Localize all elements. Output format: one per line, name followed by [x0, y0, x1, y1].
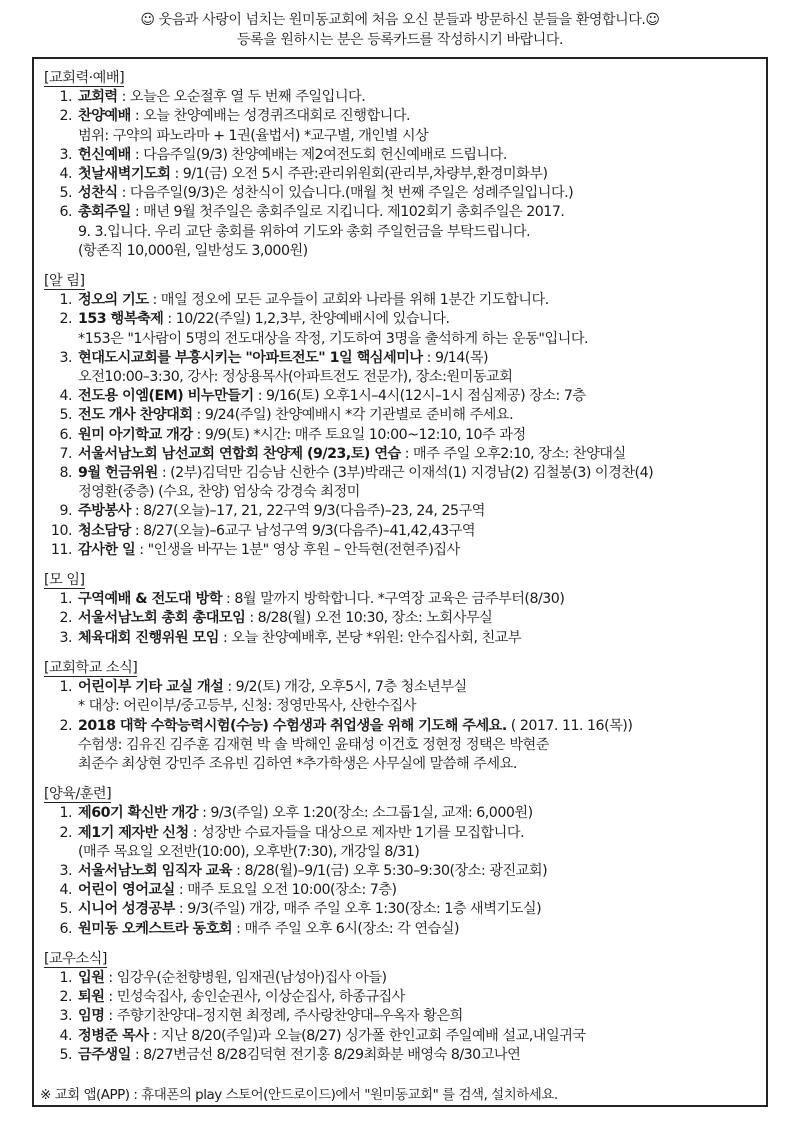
item-number: 6.	[59, 426, 72, 443]
app-notice: ※ 교회 앱(APP) : 휴대폰의 play 스토어(안드로이드)에서 "원미동교회" 를 검색, 설치하세요.	[40, 1087, 558, 1103]
item-text: : 임강우(순천향병원, 임재권(남성아)집사 아들)	[104, 969, 387, 986]
item-text: 오전10:00–3:30, 강사: 정상용목사(아파트전도 전문가), 장소:원미동교회	[78, 369, 513, 386]
item-number: 4.	[59, 1027, 72, 1044]
item-body	[78, 824, 758, 843]
item-title: 서울서남노회 총회 총대모임	[78, 610, 246, 627]
item-title: 주방봉사	[78, 503, 131, 520]
item-number: 5.	[59, 407, 72, 424]
welcome-header	[40, 10, 760, 50]
list-item	[42, 349, 758, 368]
item-title: 체육대회 진행위원 모임	[78, 629, 219, 646]
item-body	[78, 165, 758, 184]
item-text: : 매주 토요일 오전 10:00(장소: 7층)	[174, 882, 397, 899]
item-number: 11.	[50, 541, 72, 558]
item-body	[78, 590, 758, 609]
list-item	[42, 736, 758, 755]
list-item	[42, 862, 758, 881]
list-item	[42, 678, 758, 697]
item-text: 정영환(중층) (수요, 찬양) 엄상숙 강경숙 최정미	[78, 484, 360, 501]
item-text: : 다음주일(9/3) 찬양예배는 제2여전도회 헌신예배로 드립니다.	[130, 146, 507, 163]
item-text: : 9/2(토) 개강, 오후5시, 7층 청소년부실	[223, 679, 467, 696]
section-title-text: [알 림]	[44, 273, 85, 290]
item-text: : 9/16(토) 오후1시–4시(12시–1시 점심제공) 장소: 7층	[253, 388, 586, 405]
list-item	[42, 1027, 758, 1046]
item-title: 원미동 오케스트라 동호회	[78, 920, 233, 937]
item-number	[42, 330, 78, 349]
item-text: 최준수 최상현 강민주 조유빈 김하연 *추가학생은 사무실에 말씀해 주세요.	[78, 755, 517, 772]
item-text: (매주 목요일 오전반(10:00), 오후반(7:30), 개강일 8/31)	[78, 843, 420, 860]
item-number	[42, 736, 78, 755]
church-school-section	[42, 678, 758, 774]
registration-line: 등록을 원하시는 분은 등록카드를 작성하시기 바랍니다.	[236, 32, 564, 48]
item-number: 2.	[59, 610, 72, 627]
list-item	[42, 464, 758, 483]
section-title	[44, 950, 758, 969]
item-text: : 9/14(목)	[422, 349, 489, 366]
item-body	[78, 88, 758, 107]
item-body	[78, 843, 758, 862]
item-body	[78, 609, 758, 628]
item-text: : 민성숙집사, 송인순권사, 이상순집사, 하종규집사	[104, 989, 405, 1006]
item-text: : 9/3(주일) 오후 1:20(장소: 소그룹1실, 교재: 6,000원)	[198, 805, 533, 822]
item-title: 금주생일	[78, 1046, 131, 1063]
item-text: : 매주 주일 오후2:10, 장소: 찬양대실	[400, 445, 626, 462]
item-title: 제60기 확신반 개강	[78, 805, 199, 822]
bulletin-box	[32, 57, 768, 1107]
item-title: 총회주일	[78, 204, 131, 221]
item-body	[78, 522, 758, 541]
item-number: 5.	[59, 1046, 72, 1063]
item-body	[78, 464, 758, 483]
item-body	[78, 678, 758, 697]
item-body	[78, 445, 758, 464]
item-title: 감사한 일	[78, 541, 136, 558]
item-text: : 8/28(월)–9/1(금) 오후 5:30–9:30(장소: 광진교회)	[232, 862, 548, 879]
item-body	[78, 107, 758, 126]
section-title	[44, 785, 758, 804]
item-title: 어린이부 기타 교실 개설	[78, 679, 224, 696]
item-number	[42, 127, 78, 146]
list-item	[42, 609, 758, 628]
item-title: 성찬식	[78, 185, 118, 202]
item-number: 1.	[59, 805, 72, 822]
list-item	[42, 804, 758, 823]
item-body	[78, 541, 758, 560]
item-text: : 9/9(토) *시간: 매주 토요일 10:00~12:10, 10주 과정	[192, 426, 526, 443]
item-text: : 9/1(금) 오전 5시 주관:관리위원회(관리부,차량부,환경미화부)	[170, 166, 548, 183]
list-item	[42, 184, 758, 203]
item-body	[78, 349, 758, 368]
item-body	[78, 804, 758, 823]
section-title-text: [교회력·예배]	[44, 70, 125, 86]
list-item	[42, 697, 758, 716]
list-item	[42, 920, 758, 939]
item-number: 8.	[59, 465, 72, 482]
item-number: 1.	[59, 969, 72, 986]
list-item	[42, 717, 758, 736]
section-title-text: [교회학교 소식]	[44, 659, 138, 676]
item-number: 3.	[59, 1008, 72, 1025]
list-item	[42, 387, 758, 406]
item-number: 3.	[59, 629, 72, 646]
section-title	[44, 659, 758, 678]
list-item	[42, 969, 758, 988]
item-title: 첫날새벽기도회	[78, 166, 171, 183]
member-news-section	[42, 969, 758, 1065]
item-number	[42, 697, 78, 716]
item-text: : 다음주일(9/3)은 성찬식이 있습니다.(매월 첫 번째 주일은 성례주일입니다.)	[117, 185, 574, 202]
item-text: * 대상: 어린이부/중고등부, 신청: 정영만목사, 산한수집사	[78, 698, 417, 715]
item-body	[78, 406, 758, 425]
item-text: 범위: 구약의 파노라마 + 1권(율법서) *교구별, 개인별 시상	[78, 127, 429, 144]
item-body	[78, 697, 758, 716]
item-text: : 8/27(오늘)–6교구 남성구역 9/3(다음주)–41,42,43구역	[130, 522, 476, 539]
item-title: 정오의 기도	[78, 292, 149, 309]
list-item	[42, 88, 758, 107]
item-text: : 8/28(월) 오전 10:30, 장소: 노회사무실	[245, 610, 493, 627]
list-item	[42, 146, 758, 165]
item-text: : 주향기찬양대–정지현 최정례, 주사랑찬양대–우옥자 황은희	[104, 1008, 463, 1025]
item-body	[78, 629, 758, 648]
item-title: 구역예배 & 전도대 방학	[78, 591, 223, 608]
item-number: 2.	[59, 108, 72, 125]
item-text: : 오늘 찬양예배는 성경퀴즈대회로 진행합니다.	[130, 108, 411, 125]
item-body	[78, 291, 758, 310]
list-item	[42, 590, 758, 609]
item-body	[78, 862, 758, 881]
list-item	[42, 223, 758, 242]
list-item	[42, 988, 758, 1007]
item-number	[42, 223, 78, 242]
item-title: 교회력	[78, 89, 118, 106]
item-number	[42, 843, 78, 862]
item-text: : 오늘은 오순절후 열 두 번째 주일입니다.	[117, 89, 366, 106]
item-title: 전도용 이엠(EM) 비누만들기	[78, 388, 254, 405]
list-item	[42, 310, 758, 329]
item-number: 5.	[59, 901, 72, 918]
item-title: 전도 개사 찬양대회	[78, 407, 193, 424]
list-item	[42, 426, 758, 445]
item-number	[42, 483, 78, 502]
item-title: 2018 대학 수학능력시험(수능) 수험생과 취업생을 위해 기도해 주세요.	[78, 717, 507, 734]
item-title: 어린이 영어교실	[78, 882, 175, 899]
item-text: : 8월 말까지 방학합니다. *구역장 교육은 금주부터(8/30)	[222, 591, 565, 608]
item-body	[78, 310, 758, 329]
item-number: 2.	[59, 989, 72, 1006]
list-item	[42, 629, 758, 648]
item-body	[78, 920, 758, 939]
item-text: 수험생: 김유진 김주훈 김재현 박 솔 박해인 윤태성 이건호 정현정 정택은 박현준	[78, 736, 549, 753]
item-body	[78, 988, 758, 1007]
welcome-line: ☺ 웃음과 사랑이 넘치는 원미동교회에 처음 오신 분들과 방문하신 분들을 환영합니다.☺	[140, 12, 660, 28]
item-body	[78, 717, 758, 736]
item-number: 9.	[59, 503, 72, 520]
item-body	[78, 426, 758, 445]
item-title: 헌신예배	[78, 146, 131, 163]
list-item	[42, 843, 758, 862]
item-body	[78, 502, 758, 521]
item-title: 현대도시교회를 부흥시키는 "아파트전도" 1일 핵심세미나	[78, 349, 423, 366]
list-item	[42, 291, 758, 310]
section-title-text: [교우소식]	[44, 950, 107, 967]
item-number: 2.	[59, 824, 72, 841]
list-item	[42, 165, 758, 184]
item-number	[42, 755, 78, 774]
item-text: : 매일 정오에 모든 교우들이 교회와 나라를 위해 1분간 기도합니다.	[148, 292, 549, 309]
item-title: 153 행복축제	[78, 311, 164, 328]
section-title-text: [모 임]	[44, 572, 85, 589]
section-title-text: [양육/훈련]	[44, 786, 112, 803]
item-number: 3.	[59, 146, 72, 163]
item-number: 2.	[59, 717, 72, 734]
section-title	[44, 272, 758, 291]
item-text: : 성장반 수료자들을 대상으로 제자반 1기를 모집합니다.	[188, 824, 525, 841]
item-title: 제1기 제자반 신청	[78, 824, 189, 841]
item-body	[78, 1046, 758, 1065]
item-title: 정병준 목사	[78, 1027, 149, 1044]
item-body	[78, 1007, 758, 1026]
list-item	[42, 483, 758, 502]
list-item	[42, 330, 758, 349]
item-text: 9. 3.입니다. 우리 교단 총회를 위하여 기도와 총회 주일헌금을 부탁드립니다.	[78, 223, 531, 240]
item-text: : 10/22(주일) 1,2,3부, 찬양예배시에 있습니다.	[163, 311, 450, 328]
item-number: 7.	[59, 445, 72, 462]
item-body	[78, 127, 758, 146]
item-body	[78, 146, 758, 165]
item-body	[78, 1027, 758, 1046]
item-text: : 9/3(주일) 개강, 매주 주일 오후 1:30(장소: 1층 새벽기도실)	[174, 901, 542, 918]
item-number: 1.	[59, 89, 72, 106]
list-item	[42, 1046, 758, 1065]
item-number: 4.	[59, 166, 72, 183]
training-section	[42, 804, 758, 938]
item-number: 10.	[50, 522, 72, 539]
item-number	[42, 242, 78, 261]
item-number: 1.	[59, 292, 72, 309]
item-body	[78, 387, 758, 406]
item-title: 퇴원	[78, 989, 105, 1006]
bulletin-content	[42, 65, 758, 1065]
item-title: 시니어 성경공부	[78, 901, 175, 918]
item-number	[42, 368, 78, 387]
list-item	[42, 881, 758, 900]
church-calendar-section	[42, 88, 758, 261]
meetings-section	[42, 590, 758, 648]
item-title: 입원	[78, 969, 105, 986]
item-body	[78, 900, 758, 919]
item-title: 임명	[78, 1008, 105, 1025]
item-body	[78, 736, 758, 755]
section-title	[44, 571, 758, 590]
item-body	[78, 368, 758, 387]
list-item	[42, 127, 758, 146]
item-body	[78, 242, 758, 261]
item-text: : 8/27변금선 8/28김덕현 전기홍 8/29최화분 배영숙 8/30고나연	[130, 1046, 521, 1063]
item-title: 찬양예배	[78, 108, 131, 125]
item-text: : 매주 주일 오후 6시(장소: 각 연습실)	[232, 920, 460, 937]
item-text: (항존직 10,000원, 일반성도 3,000원)	[78, 242, 308, 259]
section-title	[44, 69, 758, 88]
item-title: 청소담당	[78, 522, 131, 539]
item-text: ( 2017. 11. 16(목))	[506, 717, 633, 734]
item-body	[78, 881, 758, 900]
list-item	[42, 755, 758, 774]
list-item	[42, 242, 758, 261]
item-number: 2.	[59, 311, 72, 328]
list-item	[42, 522, 758, 541]
list-item	[42, 1007, 758, 1026]
item-text: : 매년 9월 첫주일은 총회주일로 지킵니다. 제102회기 총회주일은 2017.	[130, 204, 565, 221]
list-item	[42, 541, 758, 560]
item-text: : "인생을 바꾸는 1분" 영상 후원 – 안득현(전현주)집사	[135, 541, 460, 558]
list-item	[42, 203, 758, 222]
item-body	[78, 330, 758, 349]
notices-section	[42, 291, 758, 560]
item-body	[78, 483, 758, 502]
item-number: 3.	[59, 349, 72, 366]
item-number: 5.	[59, 185, 72, 202]
list-item	[42, 406, 758, 425]
item-body	[78, 184, 758, 203]
list-item	[42, 445, 758, 464]
item-number: 1.	[59, 591, 72, 608]
item-title: 서울서남노회 임직자 교육	[78, 862, 233, 879]
item-number: 4.	[59, 882, 72, 899]
item-body	[78, 755, 758, 774]
item-text: *153은 "1사람이 5명의 전도대상을 작정, 기도하여 3명을 출석하게 하는 운동"입니다.	[78, 330, 589, 347]
item-text: : 9/24(주일) 찬양예배시 *각 기관별로 준비해 주세요.	[192, 407, 514, 424]
item-title: 원미 아기학교 개강	[78, 426, 193, 443]
item-title: 9월 헌금위원	[78, 465, 158, 482]
item-body	[78, 969, 758, 988]
list-item	[42, 900, 758, 919]
list-item	[42, 502, 758, 521]
item-text: : 8/27(오늘)–17, 21, 22구역 9/3(다음주)–23, 24, 25구역	[130, 503, 485, 520]
item-number: 6.	[59, 920, 72, 937]
item-body	[78, 223, 758, 242]
list-item	[42, 107, 758, 126]
list-item	[42, 368, 758, 387]
item-number: 4.	[59, 388, 72, 405]
item-number: 6.	[59, 204, 72, 221]
item-number: 1.	[59, 679, 72, 696]
item-text: : 지난 8/20(주일)과 오늘(8/27) 싱가폴 한인교회 주일예배 설교,내일귀국	[148, 1027, 586, 1044]
item-text: : (2부)김덕만 김승남 신한수 (3부)박래근 이재석(1) 지경남(2) 김철봉(3) 이경찬(4)	[157, 465, 654, 482]
item-number: 3.	[59, 862, 72, 879]
list-item	[42, 824, 758, 843]
item-body	[78, 203, 758, 222]
item-text: : 오늘 찬양예배후, 본당 *위원: 안수집사회, 친교부	[218, 629, 522, 646]
item-title: 서울서남노회 남선교회 연합회 찬양제 (9/23,토) 연습	[78, 445, 401, 462]
